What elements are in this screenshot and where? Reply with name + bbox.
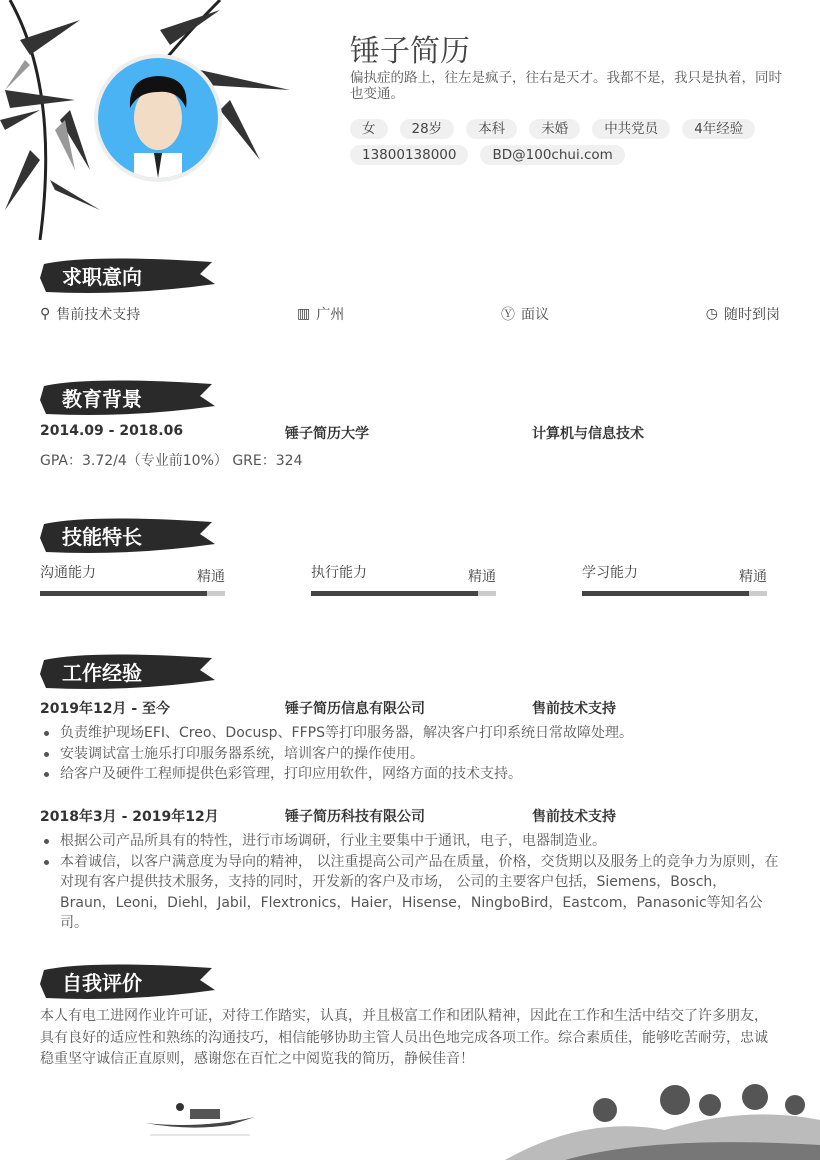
section-title-education: 教育背景 (40, 374, 215, 418)
resume-name: 锤子简历 (350, 34, 470, 69)
section-title-skills: 技能特长 (40, 512, 215, 556)
skill-bar (40, 591, 225, 596)
skill-bar (311, 591, 496, 596)
motto: 偏执症的路上，往左是疯子，往右是天才。我都不是，我只是执着，同时也变通。 (350, 70, 782, 102)
list-item: 安装调试富士施乐打印服务器系统，培训客户的操作使用。 (40, 744, 780, 765)
intent-availability: ◷ 随时到岗 (705, 306, 780, 323)
intent-salary: Ⓨ 面议 (501, 304, 549, 324)
list-item: 给客户及硬件工程师提供色彩管理，打印应用软件，网络方面的技术支持。 (40, 764, 780, 785)
list-item: 本着诚信，以客户满意度为导向的精神， 以注重提高公司产品在质量，价格，交货期以及服务上的竞争力为原则，在对现有客户提供技术服务，支持的同时，开发新的客户及市场， 公司的主要客户包括，Siemens，Bosch，Braun，Leoni，Diehl，Jabil，Flextronics，Haier，Hisense，NingboBird，Eastcom，Panasonic等知名公司。 (40, 852, 780, 934)
work-row: 2019年12月 - 至今 锤子简历信息有限公司 售前技术支持 (40, 701, 616, 717)
personal-tags (350, 119, 790, 165)
tag-email: BD@100chui.com (480, 145, 624, 165)
tie-icon: ⚲ (40, 306, 51, 322)
education-detail: GPA：3.72/4（专业前10%） GRE：324 (40, 453, 303, 469)
skill-item: 学习能力 精通 (582, 562, 767, 596)
tag-political: 中共党员 (592, 119, 670, 139)
avatar (94, 54, 222, 182)
boat-decoration (140, 1095, 260, 1145)
tag-phone: 13800138000 (350, 145, 468, 165)
list-item: 负责维护现场EFI、Creo、Docusp、FFPS等打印服务器，解决客户打印系统日常故障处理。 (40, 723, 780, 744)
yen-icon: Ⓨ (501, 307, 515, 323)
education-row: 2014.09 - 2018.06 锤子简历大学 计算机与信息技术 (40, 423, 644, 442)
tag-experience: 4年经验 (682, 119, 755, 139)
skill-bar-fill (311, 591, 478, 596)
section-title-work: 工作经验 (40, 648, 215, 692)
self-evaluation: 本人有电工进网作业许可证，对待工作踏实，认真，并且极富工作和团队精神，因此在工作和生活中结交了许多朋友，具有良好的适应性和熟练的沟通技巧，相信能够协助主管人员出色地完成各项工作。综合素质佳，能够吃苦耐劳，忠诚稳重坚守诚信正直原则，感谢您在百忙之中阅览我的简历，静候佳音！ (40, 1008, 768, 1067)
intent-position: ⚲ 售前技术支持 (40, 306, 141, 323)
section-title-self: 自我评价 (40, 958, 215, 1002)
section-title-intent: 求职意向 (40, 252, 215, 296)
work-row: 2018年3月 - 2019年12月 锤子简历科技有限公司 售前技术支持 (40, 809, 616, 825)
skill-bar (582, 591, 767, 596)
skills-list (40, 562, 770, 596)
skill-bar-fill (582, 591, 749, 596)
tag-degree: 本科 (466, 119, 517, 139)
work-duties (40, 831, 780, 934)
landscape-decoration (505, 1075, 820, 1160)
skill-item: 沟通能力 精通 (40, 562, 225, 596)
building-icon: ▥ (297, 306, 311, 322)
intent-city: ▥ 广州 (297, 306, 345, 323)
skill-item: 执行能力 精通 (311, 562, 496, 596)
list-item: 根据公司产品所具有的特性，进行市场调研，行业主要集中于通讯，电子，电器制造业。 (40, 831, 780, 852)
tag-marital: 未婚 (529, 119, 580, 139)
tag-gender: 女 (350, 119, 388, 139)
clock-icon: ◷ (705, 306, 718, 322)
job-intent (40, 304, 780, 324)
work-duties (40, 723, 780, 785)
tag-age: 28岁 (400, 119, 455, 139)
skill-bar-fill (40, 591, 207, 596)
